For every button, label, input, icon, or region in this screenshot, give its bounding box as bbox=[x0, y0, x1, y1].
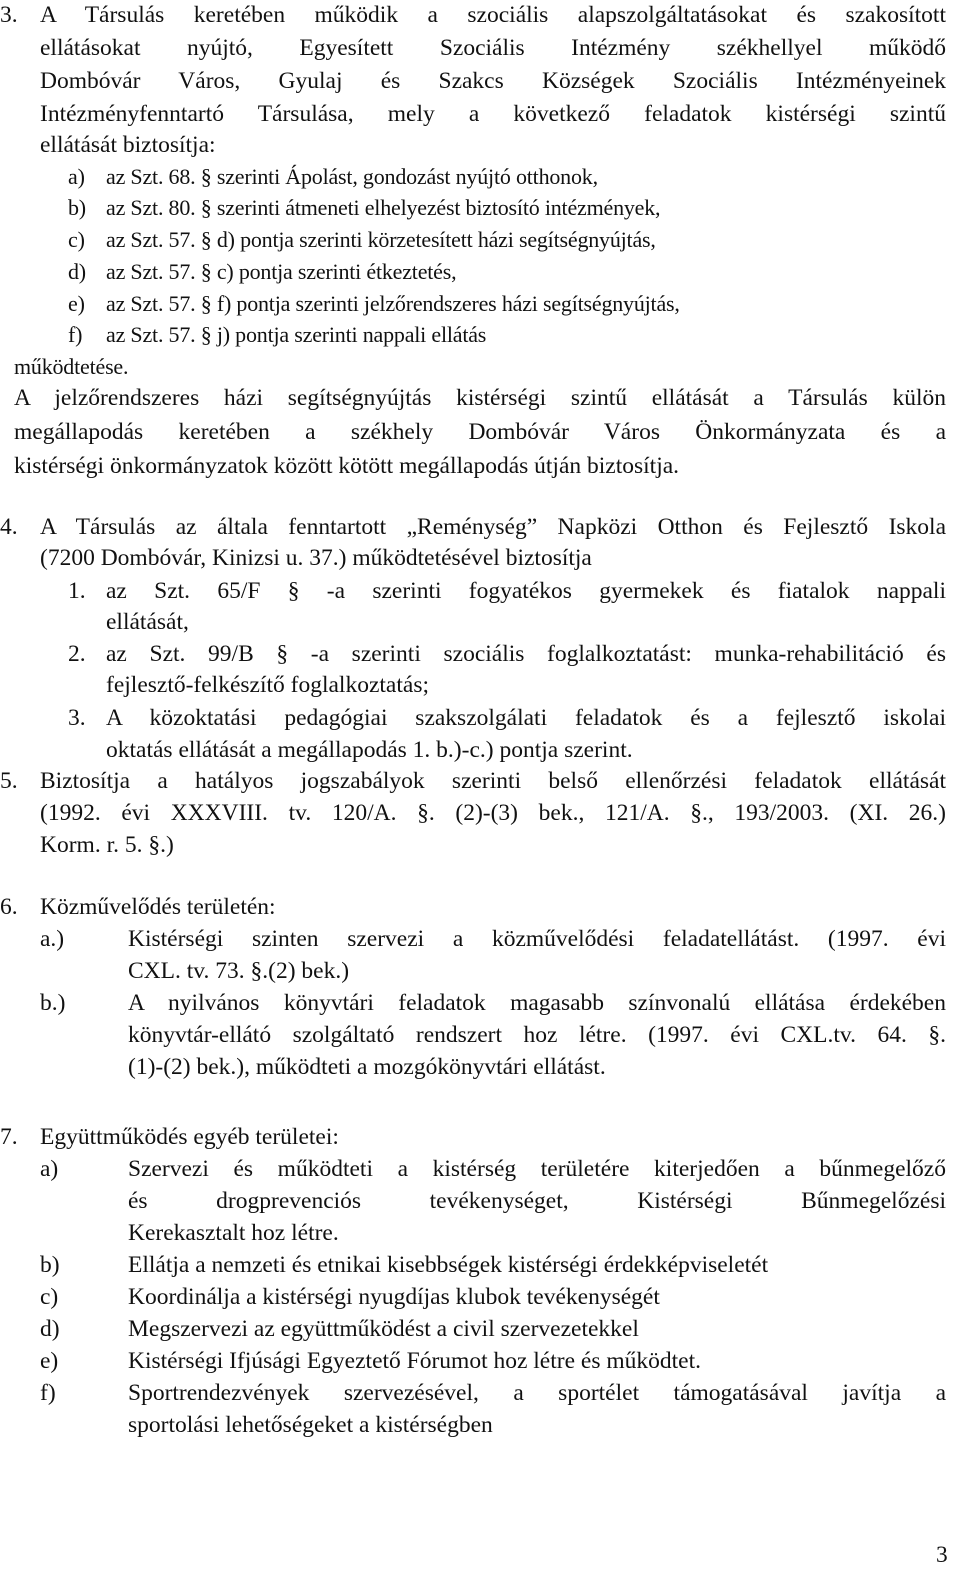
section-5-line: Biztosítja a hatályos jogszabályok szerinti belső ellenőrzési feladatok ellátását bbox=[40, 768, 946, 794]
section-3-paragraph-line: A jelzőrendszeres házi segítségnyújtás kistérségi szintű ellátását a Társulás külön bbox=[14, 385, 946, 411]
list-item: Kerekasztalt hoz létre. bbox=[128, 1220, 339, 1246]
list-item-marker: b) bbox=[68, 195, 86, 220]
section-5-line: Korm. r. 5. §.) bbox=[40, 832, 174, 858]
list-item-marker: a.) bbox=[40, 926, 65, 952]
list-tail: működtetése. bbox=[14, 354, 129, 379]
list-item: Szervezi és működteti a kistérség területére kiterjedően a bűnmegelőző bbox=[128, 1156, 946, 1182]
section-7-number: 7. bbox=[0, 1124, 18, 1150]
section-5-number: 5. bbox=[0, 768, 18, 794]
list-item: az Szt. 80. § szerinti átmeneti elhelyezést biztosító intézmények, bbox=[106, 195, 661, 220]
list-item: Sportrendezvények szervezésével, a sportélet támogatásával javítja a bbox=[128, 1380, 946, 1406]
section-6-heading: Közművelődés területén: bbox=[40, 894, 276, 920]
list-item-marker: a) bbox=[68, 164, 85, 189]
list-item: az Szt. 57. § c) pontja szerinti étkeztetés, bbox=[106, 259, 457, 284]
list-item-marker: e) bbox=[68, 291, 85, 316]
list-item: ellátását, bbox=[106, 609, 189, 635]
list-item-marker: d) bbox=[68, 259, 86, 284]
list-item-marker: 1. bbox=[68, 578, 86, 604]
section-3-line: ellátását biztosítja: bbox=[40, 132, 216, 158]
list-item: A közoktatási pedagógiai szakszolgálati feladatok és a fejlesztő iskolai bbox=[106, 705, 946, 731]
list-item-marker: b.) bbox=[40, 990, 66, 1016]
list-item: Kistérségi Ifjúsági Egyeztető Fórumot hoz létre és működtet. bbox=[128, 1348, 701, 1374]
list-item: Megszervezi az együttműködést a civil szervezetekkel bbox=[128, 1316, 639, 1342]
list-item-marker: 2. bbox=[68, 641, 86, 667]
list-item-marker: e) bbox=[40, 1348, 59, 1374]
list-item-marker: f) bbox=[40, 1380, 56, 1406]
section-4-line: (7200 Dombóvár, Kinizsi u. 37.) működtetésével biztosítja bbox=[40, 545, 592, 571]
list-item: az Szt. 68. § szerinti Ápolást, gondozást nyújtó otthonok, bbox=[106, 164, 598, 189]
list-item: (1)-(2) bek.), működteti a mozgókönyvtári ellátást. bbox=[128, 1054, 606, 1080]
section-7-heading: Együttműködés egyéb területei: bbox=[40, 1124, 339, 1150]
list-item-marker: 3. bbox=[68, 705, 86, 731]
list-item: az Szt. 57. § j) pontja szerinti nappali ellátás bbox=[106, 322, 487, 347]
section-4-line: A Társulás az általa fenntartott „Reménység” Napközi Otthon és Fejlesztő Iskola bbox=[40, 514, 946, 540]
section-4-number: 4. bbox=[0, 514, 18, 540]
section-3-line: ellátásokat nyújtó, Egyesített Szociális Intézmény székhellyel működő bbox=[40, 35, 946, 61]
list-item-marker: b) bbox=[40, 1252, 60, 1278]
list-item: az Szt. 57. § d) pontja szerinti körzetesített házi segítségnyújtás, bbox=[106, 227, 656, 252]
list-item: Koordinálja a kistérségi nyugdíjas klubok tevékenységét bbox=[128, 1284, 660, 1310]
list-item: oktatás ellátását a megállapodás 1. b.)-c.) pontja szerint. bbox=[106, 737, 633, 763]
list-item: az Szt. 65/F § -a szerinti fogyatékos gyermekek és fiatalok nappali bbox=[106, 578, 946, 604]
list-item: az Szt. 99/B § -a szerinti szociális foglalkoztatást: munka-rehabilitáció és bbox=[106, 641, 946, 667]
list-item: könyvtár-ellátó szolgáltató rendszert hoz létre. (1997. évi CXL.tv. 64. §. bbox=[128, 1022, 946, 1048]
section-3-paragraph-line: kistérségi önkormányzatok között kötött megállapodás útján biztosítja. bbox=[14, 453, 680, 479]
section-3-line: Intézményfenntartó Társulása, mely a következő feladatok kistérségi szintű bbox=[40, 101, 946, 127]
list-item: fejlesztő-felkészítő foglalkoztatás; bbox=[106, 672, 429, 698]
list-item-marker: c) bbox=[40, 1284, 59, 1310]
list-item: sportolási lehetőségeket a kistérségben bbox=[128, 1412, 493, 1438]
section-5-line: (1992. évi XXXVIII. tv. 120/A. §. (2)-(3) bek., 121/A. §., 193/2003. (XI. 26.) bbox=[40, 800, 946, 826]
section-6-number: 6. bbox=[0, 894, 18, 920]
section-3-paragraph-line: megállapodás keretében a székhely Dombóvár Város Önkormányzata és a bbox=[14, 419, 946, 445]
list-item-marker: f) bbox=[68, 322, 83, 347]
section-3-line: A Társulás keretében működik a szociális alapszolgáltatásokat és szakosított bbox=[40, 2, 946, 28]
list-item: és drogprevenciós tevékenységet, Kistérségi Bűnmegelőzési bbox=[128, 1188, 946, 1214]
section-3-line: Dombóvár Város, Gyulaj és Szakcs Községek Szociális Intézményeinek bbox=[40, 68, 946, 94]
list-item: A nyilvános könyvtári feladatok magasabb színvonalú ellátása érdekében bbox=[128, 990, 946, 1016]
list-item: az Szt. 57. § f) pontja szerinti jelzőrendszeres házi segítségnyújtás, bbox=[106, 291, 680, 316]
page-number: 3 bbox=[936, 1542, 948, 1568]
list-item-marker: a) bbox=[40, 1156, 59, 1182]
list-item: Ellátja a nemzeti és etnikai kisebbségek kistérségi érdekképviseletét bbox=[128, 1252, 769, 1278]
list-item-marker: c) bbox=[68, 227, 85, 252]
list-item: Kistérségi szinten szervezi a közművelődési feladatellátást. (1997. évi bbox=[128, 926, 946, 952]
list-item-marker: d) bbox=[40, 1316, 60, 1342]
list-item: CXL. tv. 73. §.(2) bek.) bbox=[128, 958, 350, 984]
section-3-number: 3. bbox=[0, 2, 18, 28]
